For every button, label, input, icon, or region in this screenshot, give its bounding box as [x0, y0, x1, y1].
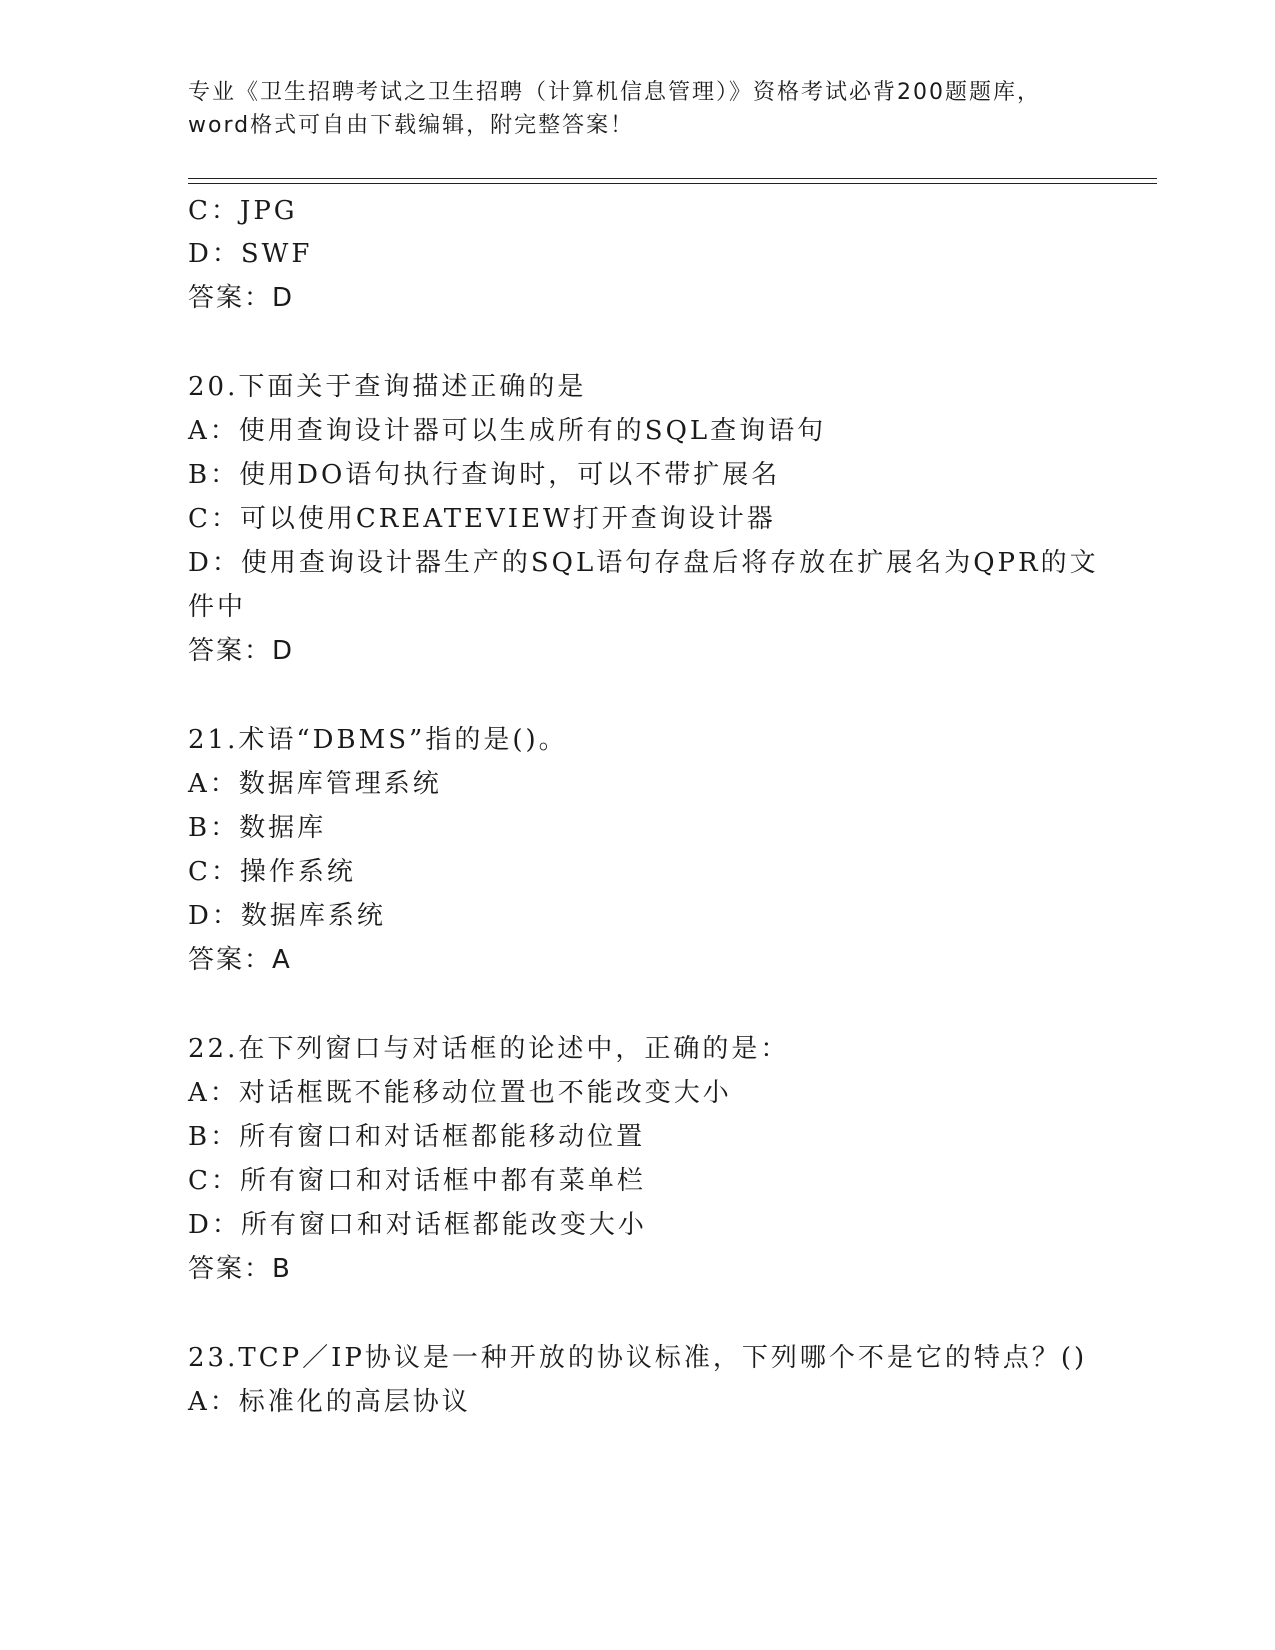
- q21-question: 21.术语“DBMS”指的是()。: [188, 725, 568, 755]
- q19-option-d: D：SWF: [188, 239, 313, 269]
- q20-option-d-line-1: D：使用查询设计器生产的SQL语句存盘后将存放在扩展名为QPR的文: [188, 548, 1099, 578]
- q22-question: 22.在下列窗口与对话框的论述中，正确的是：: [188, 1034, 790, 1064]
- q21-option-d: D：数据库系统: [188, 901, 386, 931]
- q20-option-b: B：使用DO语句执行查询时，可以不带扩展名: [188, 460, 781, 490]
- q19-answer: 答案：D: [188, 283, 295, 313]
- q22-answer: 答案：B: [188, 1254, 292, 1284]
- q20-question: 20.下面关于查询描述正确的是: [188, 372, 587, 402]
- q22-option-a: A：对话框既不能移动位置也不能改变大小: [188, 1078, 732, 1108]
- header-divider-bottom: [188, 183, 1157, 184]
- document-header: [188, 76, 1088, 142]
- q21-option-a: A：数据库管理系统: [188, 769, 442, 799]
- q22-option-c: C：所有窗口和对话框中都有菜单栏: [188, 1166, 646, 1196]
- q20-answer: 答案：D: [188, 636, 295, 666]
- q21-option-b: B：数据库: [188, 813, 327, 843]
- q20-option-c: C：可以使用CREATEVIEW打开查询设计器: [188, 504, 776, 534]
- header-divider-top: [188, 178, 1157, 179]
- q21-answer: 答案：A: [188, 945, 292, 975]
- header-line-1: 专业《卫生招聘考试之卫生招聘（计算机信息管理）》资格考试必背200题题库，: [188, 80, 1041, 105]
- q21-option-c: C：操作系统: [188, 857, 356, 887]
- q22-option-b: B：所有窗口和对话框都能移动位置: [188, 1122, 646, 1152]
- q20-option-a: A：使用查询设计器可以生成所有的SQL查询语句: [188, 416, 827, 446]
- header-line-2: word格式可自由下载编辑，附完整答案！: [188, 113, 635, 138]
- q23-option-a: A：标准化的高层协议: [188, 1387, 471, 1417]
- q20-option-d-line-2: 件中: [188, 592, 247, 622]
- q22-option-d: D：所有窗口和对话框都能改变大小: [188, 1210, 647, 1240]
- q23-question: 23.TCP／IP协议是一种开放的协议标准，下列哪个不是它的特点？(): [188, 1343, 1088, 1373]
- q19-option-c: C：JPG: [188, 196, 298, 226]
